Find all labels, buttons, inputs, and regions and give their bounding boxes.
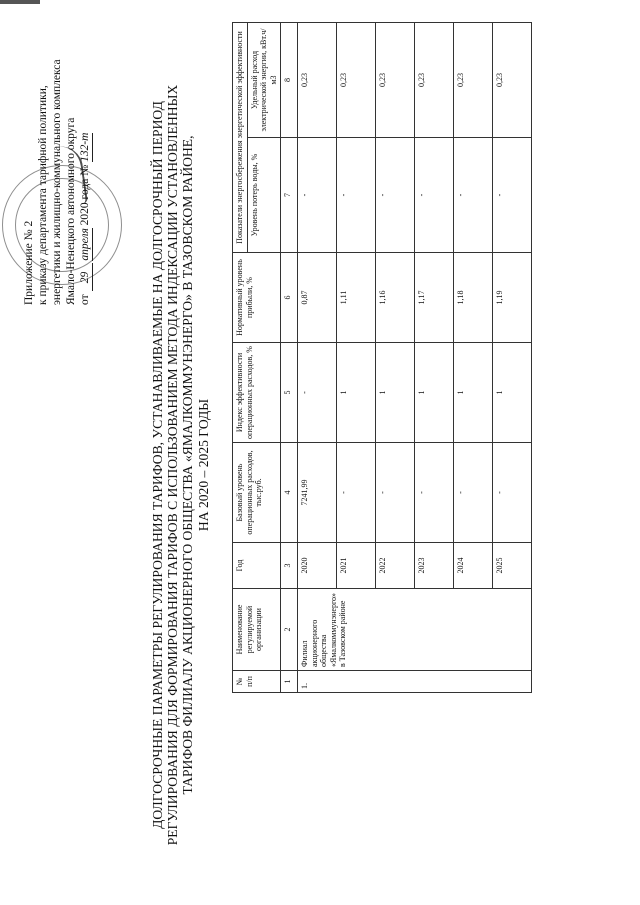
date-year: 2020 года № <box>79 164 91 226</box>
cell-base: 7241,99 <box>298 443 337 543</box>
column-numbers-row <box>281 23 298 693</box>
cell-profit: 1,16 <box>376 253 415 343</box>
cell-water: - <box>493 138 532 253</box>
cell-profit: 1,17 <box>415 253 454 343</box>
appendix-date-line <box>78 5 93 305</box>
cell-index: 1 <box>376 343 415 443</box>
cell-year: 2025 <box>493 543 532 589</box>
header-profit: Нормативный уровень прибыли, % <box>233 253 281 343</box>
title-line: ДОЛГОСРОЧНЫЕ ПАРАМЕТРЫ РЕГУЛИРОВАНИЯ ТАРИФОВ, УСТАНАВЛИВАЕМЫЕ НА ДОЛГОСРОЧНЫЙ ПЕРИОД <box>150 101 165 829</box>
cell-index: 1 <box>337 343 376 443</box>
cell-profit: 1,18 <box>454 253 493 343</box>
title-line: ТАРИФОВ ФИЛИАЛУ АКЦИОНЕРНОГО ОБЩЕСТВА «ЯМАЛКОММУНЭНЕРГО» В ТАЗОВСКОМ РАЙОНЕ, <box>180 135 196 795</box>
cell-specific: 0,23 <box>493 23 532 138</box>
cell-specific: 0,23 <box>454 23 493 138</box>
order-number: 132-т <box>79 132 91 162</box>
cell-base: - <box>376 443 415 543</box>
col-number: 7 <box>281 138 298 253</box>
header-num: № п/п <box>233 671 281 693</box>
col-number: 8 <box>281 23 298 138</box>
appendix-block <box>22 5 93 305</box>
date-month: апреля <box>79 228 91 261</box>
cell-base: - <box>337 443 376 543</box>
cell-year: 2021 <box>337 543 376 589</box>
col-number: 3 <box>281 543 298 589</box>
header-org: Наименование регулируемой организации <box>233 589 281 671</box>
cell-profit: 1,19 <box>493 253 532 343</box>
cell-specific: 0,23 <box>415 23 454 138</box>
row-number: 1. <box>298 671 532 693</box>
cell-profit: 0,87 <box>298 253 337 343</box>
header-year: Год <box>233 543 281 589</box>
cell-base: - <box>493 443 532 543</box>
cell-year: 2020 <box>298 543 337 589</box>
table-row <box>298 23 337 693</box>
cell-year: 2023 <box>415 543 454 589</box>
cell-water: - <box>415 138 454 253</box>
header-base: Базовый уровень операционных расходов, тыс.руб. <box>233 443 281 543</box>
col-number: 5 <box>281 343 298 443</box>
header-specific: Удельный расход электрической энергии, кВт.ч/м3 <box>247 23 281 138</box>
organization-name: Филиал акционерного общества «Ямалкоммунэнерго» в Тазовском районе <box>298 589 532 671</box>
appendix-line: к приказу департамента тарифной политики, <box>37 85 49 305</box>
date-prefix: от <box>79 294 91 305</box>
cell-water: - <box>337 138 376 253</box>
appendix-line: энергетики и жилищно-коммунального комплекса <box>51 59 63 305</box>
table-header-row <box>233 23 248 693</box>
cell-specific: 0,23 <box>376 23 415 138</box>
cell-index: 1 <box>415 343 454 443</box>
parameters-table <box>232 22 532 693</box>
cell-water: - <box>298 138 337 253</box>
date-day: 29 <box>78 264 93 292</box>
header-energy-group: Показатели энергосбережения энергетической эффективности <box>233 23 248 253</box>
appendix-line: Ямало-Ненецкого автономного округа <box>65 117 77 305</box>
cell-base: - <box>415 443 454 543</box>
col-number: 6 <box>281 253 298 343</box>
header-index: Индекс эффективности операционных расходов, % <box>233 343 281 443</box>
cell-index: 1 <box>454 343 493 443</box>
cell-index: - <box>298 343 337 443</box>
document-title <box>150 65 211 865</box>
cell-base: - <box>454 443 493 543</box>
title-line: РЕГУЛИРОВАНИЯ ДЛЯ ФОРМИРОВАНИЯ ТАРИФОВ С ИСПОЛЬЗОВАНИЕМ МЕТОДА ИНДЕКСАЦИИ УСТАНОВЛЕННЫХ <box>165 84 181 846</box>
cell-profit: 1,11 <box>337 253 376 343</box>
col-number: 2 <box>281 589 298 671</box>
cell-index: 1 <box>493 343 532 443</box>
cell-year: 2022 <box>376 543 415 589</box>
cell-specific: 0,23 <box>298 23 337 138</box>
appendix-line: Приложение № 2 <box>23 220 35 305</box>
col-number: 1 <box>281 671 298 693</box>
title-line: НА 2020 – 2025 ГОДЫ <box>195 398 211 532</box>
cell-water: - <box>454 138 493 253</box>
cell-water: - <box>376 138 415 253</box>
cell-year: 2024 <box>454 543 493 589</box>
header-water-loss: Уровень потерь воды, % <box>247 138 281 253</box>
cell-specific: 0,23 <box>337 23 376 138</box>
col-number: 4 <box>281 443 298 543</box>
